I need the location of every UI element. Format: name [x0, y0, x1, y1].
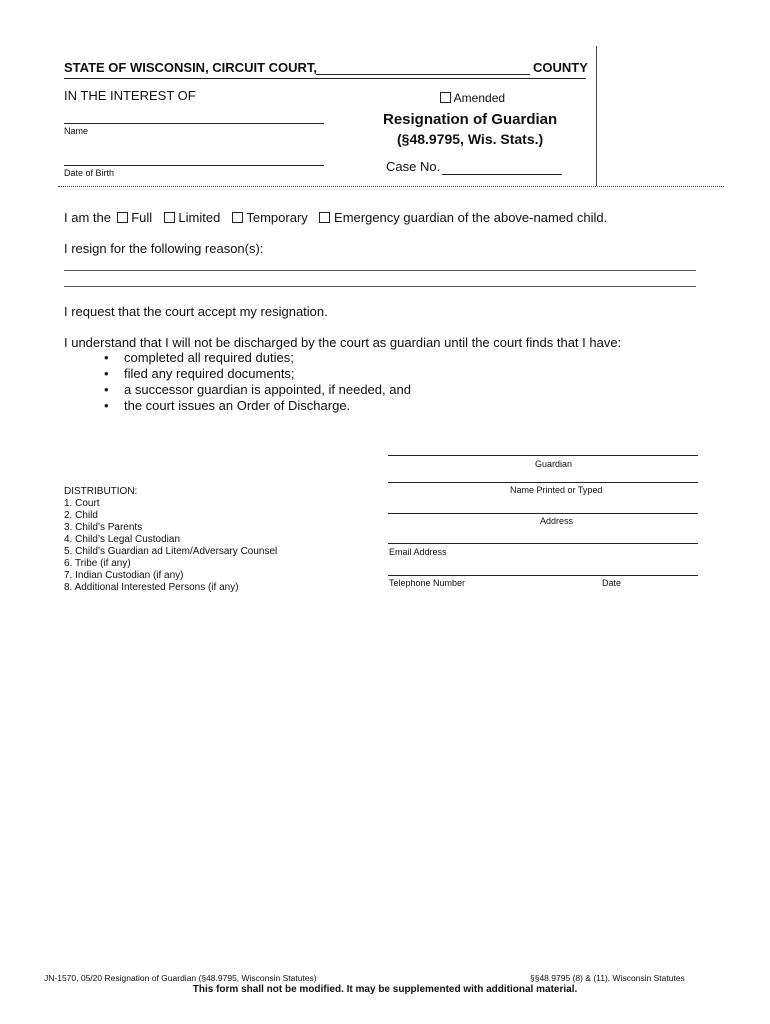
condition-item: • the court issues an Order of Discharge. [104, 398, 351, 413]
court-prefix: STATE OF WISCONSIN, CIRCUIT COURT, [64, 60, 318, 75]
distribution-item: 4. Child’s Legal Custodian [64, 534, 181, 545]
full-label: Full [131, 210, 153, 225]
limited-label: Limited [178, 210, 221, 225]
emergency-checkbox[interactable] [319, 212, 330, 223]
distribution-item: 1. Court [64, 498, 100, 509]
full-checkbox[interactable] [117, 212, 128, 223]
header-bottom-rule [58, 186, 724, 187]
bullet-icon: • [104, 366, 109, 381]
condition-item: • filed any required documents; [104, 366, 295, 381]
case-number-field-line[interactable] [442, 174, 562, 175]
distribution-item: 3. Child’s Parents [64, 522, 143, 533]
address-line[interactable] [388, 513, 698, 514]
condition-item: • a successor guardian is appointed, if needed, and [104, 382, 411, 397]
reason-line-1[interactable] [64, 270, 696, 271]
distribution-block [64, 486, 277, 594]
guardian-label: Guardian [535, 459, 573, 469]
guardian-type-prefix: I am the [64, 210, 111, 225]
email-label: Email Address [389, 547, 447, 557]
reasons-label: I resign for the following reason(s): [64, 241, 264, 256]
name-label: Name [64, 126, 89, 136]
bullet-icon: • [104, 382, 109, 397]
guardian-signature-line[interactable] [388, 455, 698, 456]
distribution-item: 6. Tribe (if any) [64, 558, 131, 569]
bullet-icon: • [104, 398, 109, 413]
case-number-label: Case No. [386, 159, 441, 174]
county-label: COUNTY [533, 60, 588, 75]
distribution-title: DISTRIBUTION: [64, 486, 138, 497]
name-printed-label: Name Printed or Typed [510, 485, 603, 495]
temporary-checkbox[interactable] [232, 212, 243, 223]
distribution-item: 5. Child’s Guardian ad Litem/Adversary Counsel [64, 546, 278, 557]
bullet-icon: • [104, 350, 109, 365]
phone-date-line[interactable] [388, 575, 698, 576]
court-heading [64, 60, 317, 75]
name-printed-line[interactable] [388, 482, 698, 483]
amended-option[interactable] [440, 91, 505, 105]
understand-text: I understand that I will not be discharged by the court as guardian until the court finds that I have: [64, 335, 622, 350]
dob-label: Date of Birth [64, 168, 115, 178]
distribution-item: 8. Additional Interested Persons (if any) [64, 582, 239, 593]
amended-checkbox[interactable] [440, 92, 451, 103]
name-field-line[interactable] [64, 123, 324, 124]
form-title: Resignation of Guardian [383, 111, 558, 128]
guardian-type-row [64, 210, 607, 225]
phone-label: Telephone Number [389, 578, 466, 588]
form-statute: (§48.9795, Wis. Stats.) [397, 131, 544, 147]
date-label: Date [602, 578, 622, 588]
amended-label: Amended [453, 91, 506, 105]
footer-form-id: JN-1570, 05/20 Resignation of Guardian (§48.9795, Wisconsin Statutes) [44, 973, 317, 983]
header-divider-vertical [596, 46, 597, 186]
conditions-list [64, 350, 411, 414]
interest-label: IN THE INTEREST OF [64, 88, 196, 103]
address-label: Address [540, 516, 574, 526]
request-text: I request that the court accept my resignation. [64, 304, 328, 319]
footer-notice: This form shall not be modified. It may be supplemented with additional material. [192, 984, 578, 995]
reason-line-2[interactable] [64, 286, 696, 287]
email-line[interactable] [388, 543, 698, 544]
distribution-item: 7. Indian Custodian (if any) [64, 570, 184, 581]
dob-field-line[interactable] [64, 165, 324, 166]
condition-item: • completed all required duties; [104, 350, 294, 365]
county-field-line[interactable] [316, 74, 530, 75]
footer-statutes: §§48.9795 (8) & (11), Wisconsin Statutes [530, 973, 685, 983]
header-top-rule [64, 78, 586, 79]
temporary-label: Temporary [246, 210, 308, 225]
limited-checkbox[interactable] [164, 212, 175, 223]
distribution-list [64, 498, 277, 594]
emergency-label: Emergency guardian of the above-named child. [334, 210, 608, 225]
distribution-item: 2. Child [64, 510, 98, 521]
